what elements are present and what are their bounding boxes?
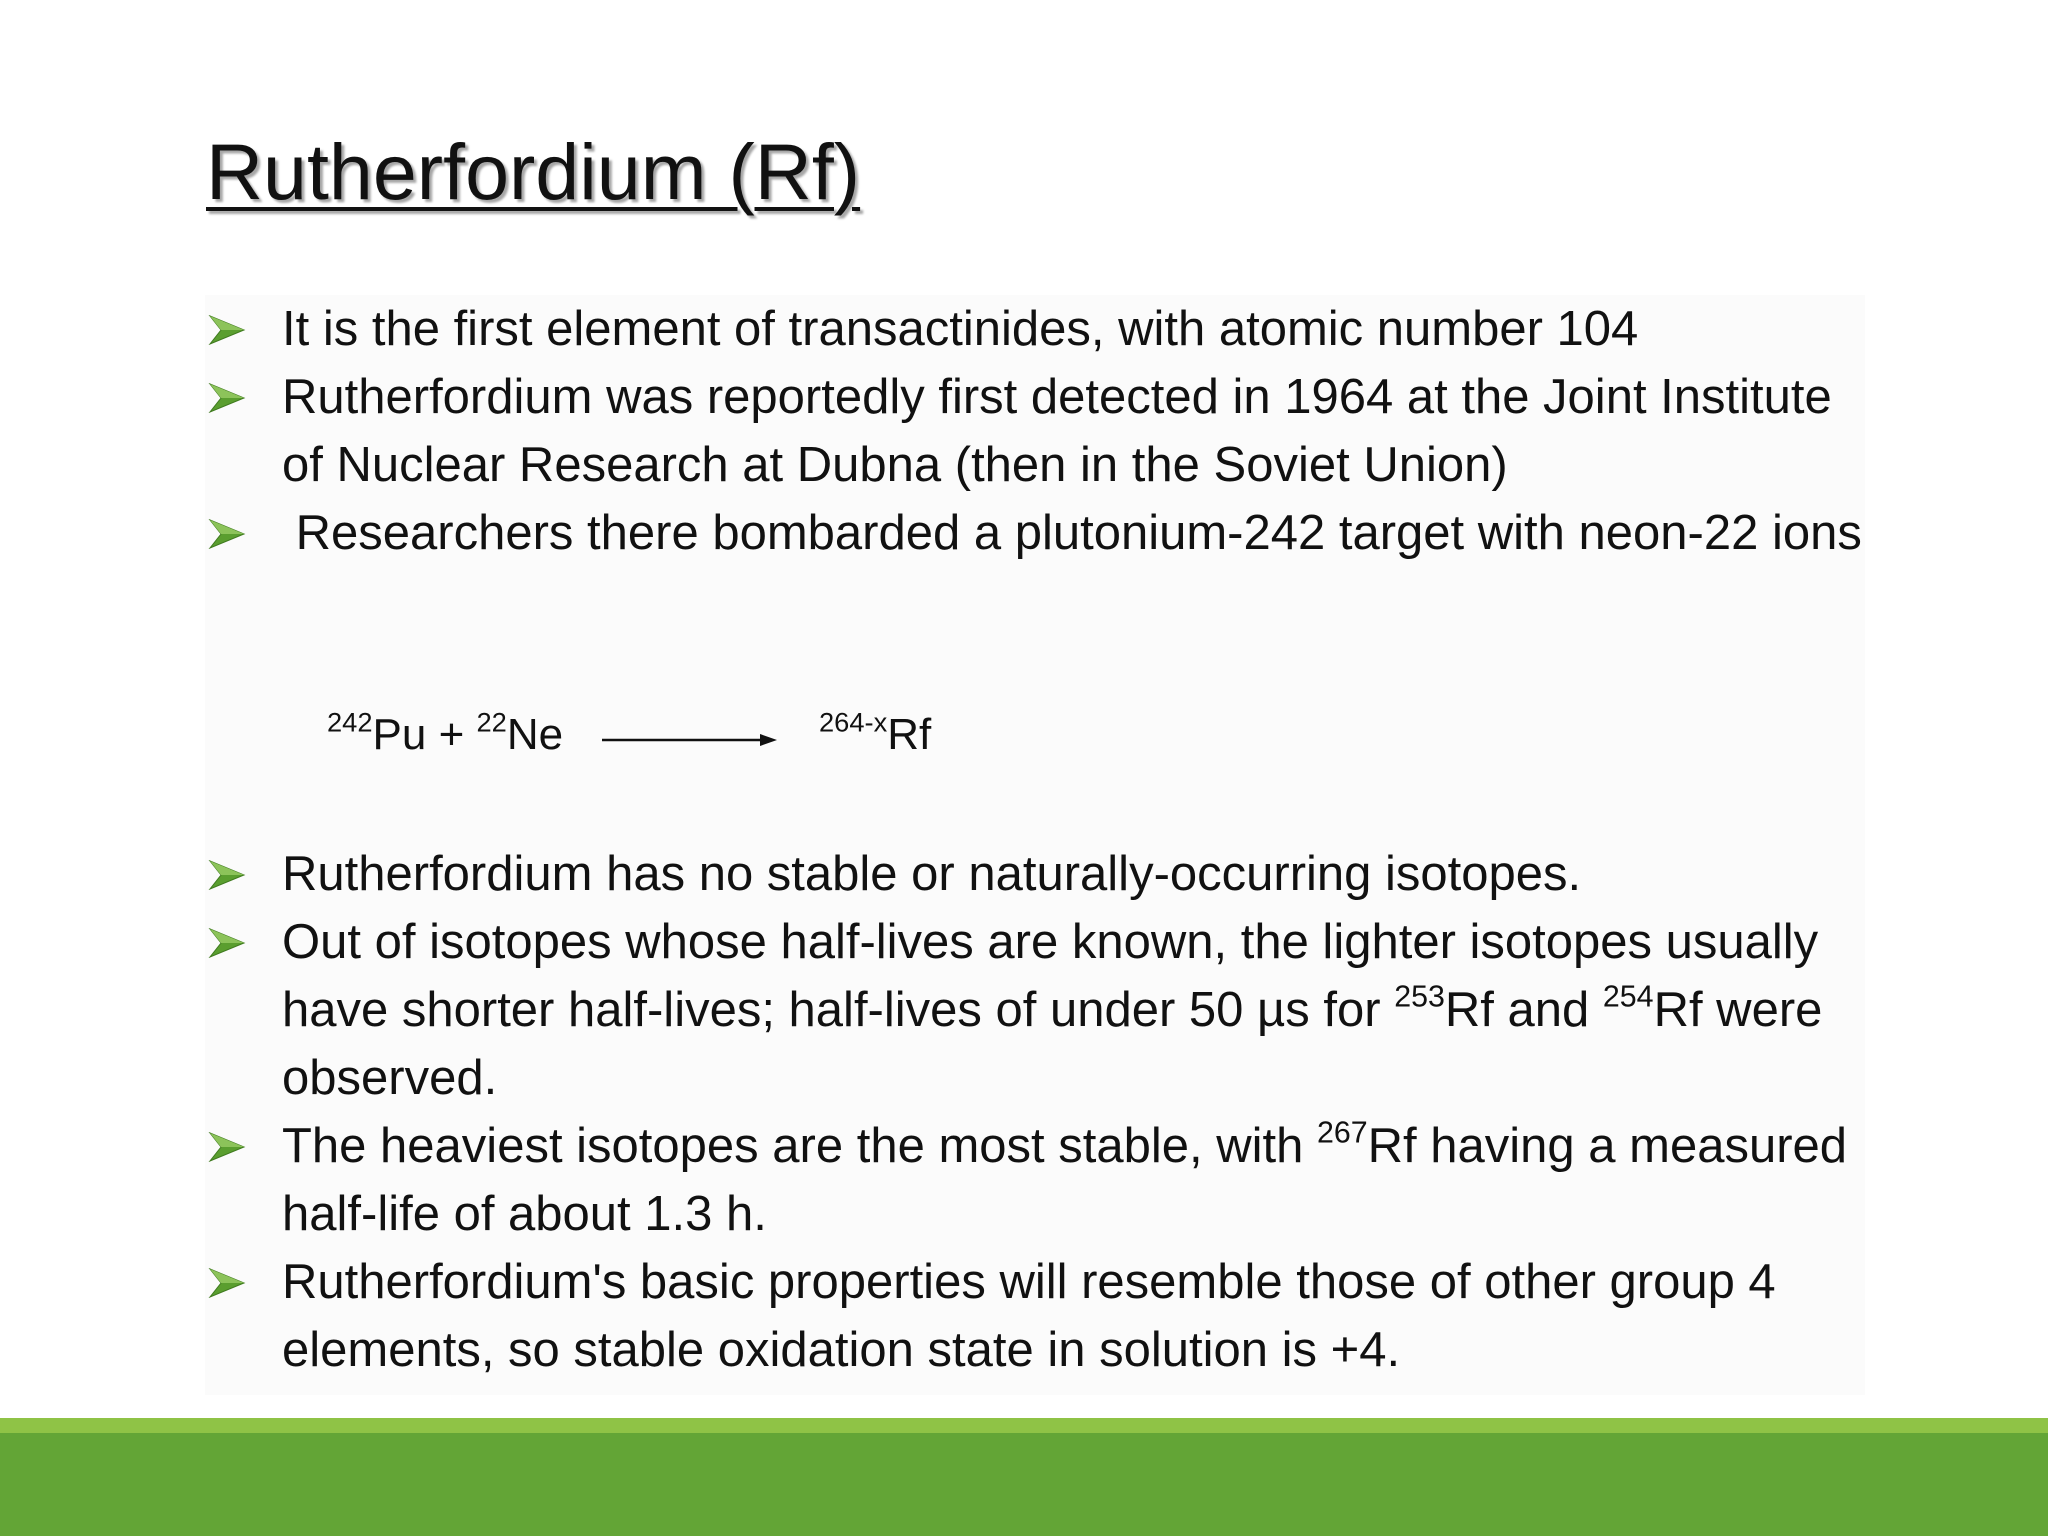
arrowhead-bullet-icon — [208, 315, 246, 345]
bullet-list-bottom — [206, 840, 1876, 1384]
bullet-text: Rutherfordium was reportedly first detected in 1964 at the Joint Institute of Nuclear Research at Dubna (then in the Soviet Union) — [282, 370, 1832, 492]
isotope-mass: 253 — [1394, 979, 1445, 1014]
bullet-item — [206, 840, 1876, 908]
bullet-item — [206, 1248, 1876, 1384]
product — [819, 700, 931, 770]
text-segment: Rf having a measured half-life of about 1.3 h. — [282, 1119, 1848, 1241]
reactant2-mass: 22 — [476, 706, 507, 738]
bullet-list-top — [206, 295, 1876, 567]
text-segment: Out of isotopes whose half-lives are known, the lighter isotopes usually have shorter half-lives; half-lives of under 50 µs for — [282, 915, 1819, 1037]
isotope-mass: 267 — [1316, 1115, 1368, 1150]
bullet-text: Rutherfordium's basic properties will resemble those of other group 4 elements, so stable oxidation state in solution is +4. — [282, 1255, 1776, 1377]
text-segment: Rf were observed. — [282, 983, 1823, 1105]
footer-band-dark — [0, 1433, 2048, 1536]
arrowhead-bullet-icon — [208, 1268, 246, 1298]
arrowhead-bullet-icon — [208, 928, 246, 958]
reactants — [327, 700, 563, 770]
bullet-item — [206, 908, 1876, 1112]
arrowhead-bullet-icon — [208, 1132, 246, 1162]
bullet-text — [282, 1115, 1848, 1241]
bullet-text: Rutherfordium has no stable or naturally-occurring isotopes. — [282, 847, 1582, 901]
bullet-text — [282, 915, 1822, 1105]
bullet-item — [206, 363, 1876, 499]
reaction-arrow-icon — [602, 733, 777, 747]
reactant1-symbol: Pu — [372, 710, 427, 759]
reactant2-symbol: Ne — [506, 710, 564, 759]
plus-sign: + — [438, 710, 465, 759]
bullet-item — [206, 1112, 1876, 1248]
arrowhead-bullet-icon — [208, 519, 246, 549]
product-symbol: Rf — [887, 710, 932, 759]
arrowhead-bullet-icon — [208, 860, 246, 890]
bullet-text: Researchers there bombarded a plutonium-242 target with neon-22 ions — [282, 506, 1862, 560]
product-mass: 264-x — [819, 706, 888, 738]
arrowhead-bullet-icon — [208, 383, 246, 413]
bullet-item — [206, 295, 1876, 363]
isotope-mass: 254 — [1602, 979, 1654, 1014]
footer-band-light — [0, 1418, 2048, 1433]
text-segment: Rf and — [1444, 983, 1603, 1037]
reactant1-mass: 242 — [327, 706, 373, 738]
bullet-item — [206, 499, 1876, 567]
text-segment: The heaviest isotopes are the most stable, with — [282, 1119, 1317, 1173]
slide-title: Rutherfordium (Rf) — [206, 127, 861, 216]
bullet-text: It is the first element of transactinides, with atomic number 104 — [282, 302, 1639, 356]
